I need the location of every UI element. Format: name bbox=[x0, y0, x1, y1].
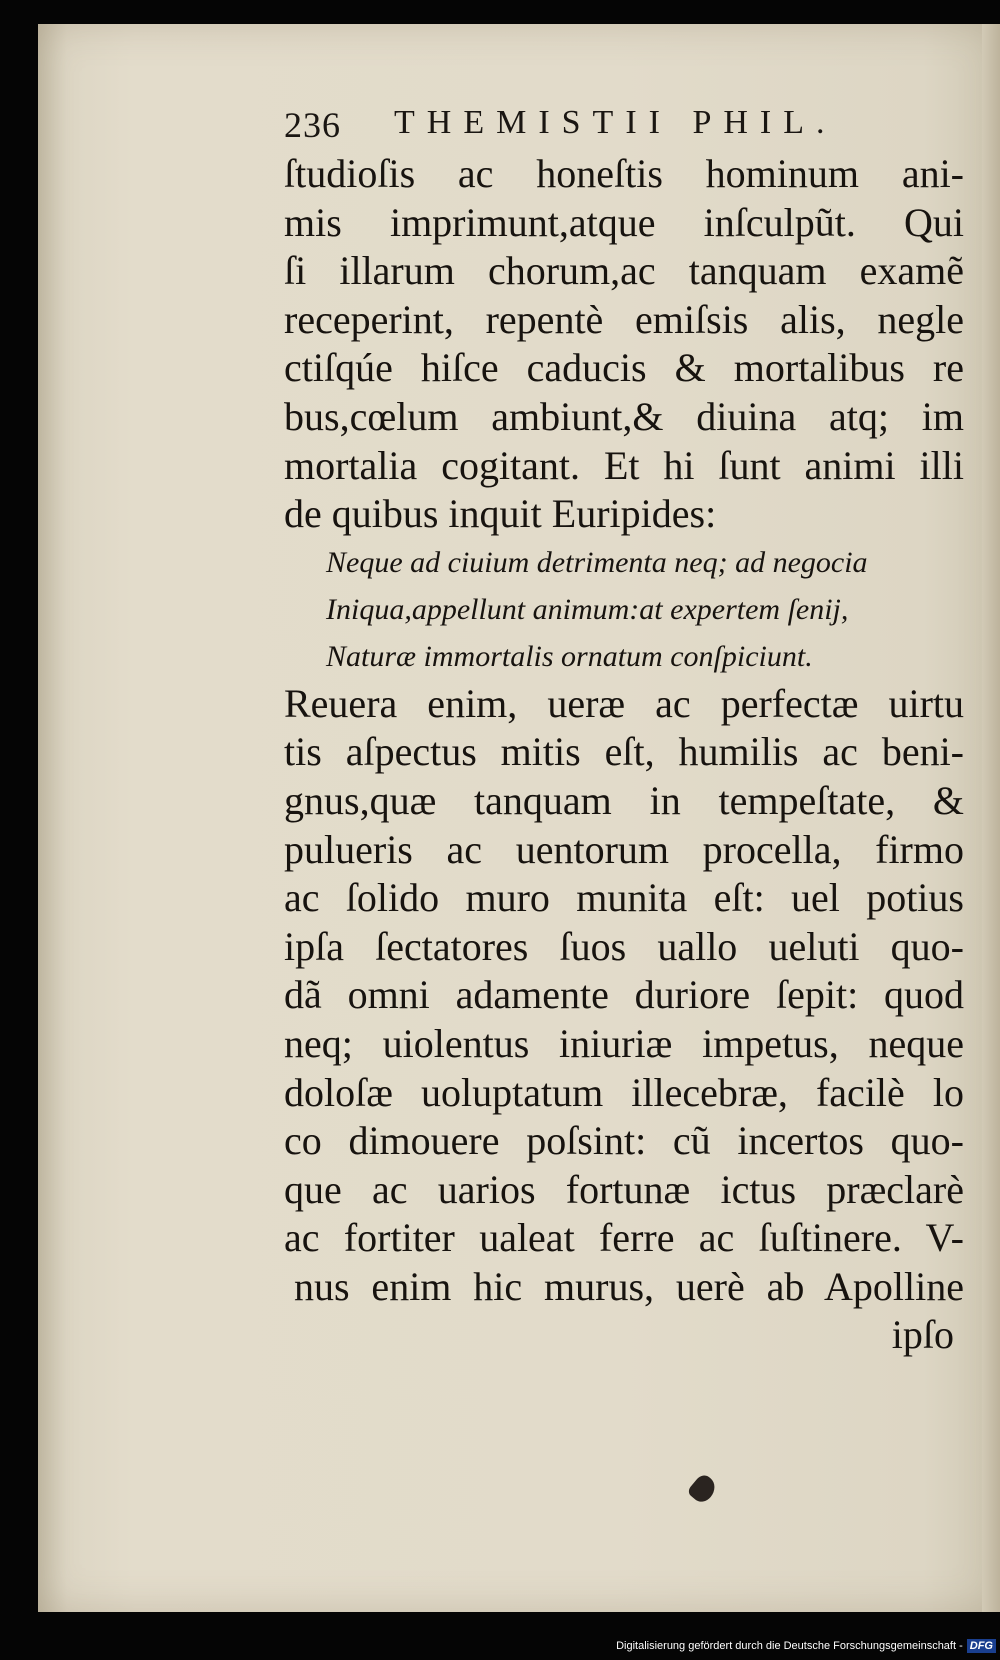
footer-credit: Digitalisierung gefördert durch die Deutsche Forschungsgemeinschaft - bbox=[616, 1640, 963, 1652]
catchword: ipſo bbox=[891, 1312, 954, 1358]
text-line: co dimouere poſsint: cũ incertos quo- bbox=[284, 1118, 964, 1164]
dfg-logo-icon: DFG bbox=[967, 1639, 996, 1653]
running-head: THEMISTII PHIL. bbox=[394, 104, 837, 141]
text-line: dã omni adamente duriore ſepit: quod bbox=[284, 972, 964, 1018]
text-line: pulueris ac uentorum procella, firmo bbox=[284, 826, 964, 872]
text-line: tis aſpectus mitis eſt, humilis ac beni- bbox=[284, 729, 964, 775]
text-line: neq; uiolentus iniuriæ impetus, neque bbox=[284, 1020, 964, 1066]
text-line: Reuera enim, ueræ ac perfectæ uirtu bbox=[284, 680, 964, 726]
text-line: gnus,quæ tanquam in tempeſtate, & bbox=[284, 777, 964, 823]
text-line: receperint, repentè emiſsis alis, negle bbox=[284, 296, 964, 342]
text-line: que ac uarios fortunæ ictus præclarè bbox=[284, 1166, 964, 1212]
text-line: ctiſqúe hiſce caducis & mortalibus re bbox=[284, 345, 964, 391]
text-line: bus,cœlum ambiunt,& diuina atq; im bbox=[284, 393, 964, 439]
text-line: doloſæ uoluptatum illecebræ, facilè lo bbox=[284, 1069, 964, 1115]
text-line: de quibus inquit Euripides: bbox=[284, 491, 717, 537]
text-line: nus enim hic murus, uerè ab Apolline bbox=[294, 1263, 964, 1309]
text-line: mis imprimunt,atque inſculpũt. Qui bbox=[284, 199, 964, 245]
text-line: ac ſolido muro munita eſt: uel potius bbox=[284, 875, 964, 921]
verse-line: Naturæ immortalis ornatum conſpiciunt. bbox=[326, 639, 813, 673]
digitization-footer bbox=[616, 1636, 996, 1656]
text-line: ſtudioſis ac honeſtis hominum ani- bbox=[284, 151, 964, 196]
body-text bbox=[284, 150, 964, 1360]
text-line: ac fortiter ualeat ferre ac ſuſtinere. V- bbox=[284, 1215, 964, 1261]
text-line: ſi illarum chorum,ac tanquam examẽ bbox=[284, 248, 964, 294]
text-line: ipſa ſectatores ſuos uallo ueluti quo- bbox=[284, 923, 964, 969]
verse-line: Iniqua,appellunt animum:at expertem ſenij, bbox=[326, 592, 849, 626]
page-header bbox=[284, 104, 884, 154]
page-edge-right bbox=[982, 24, 1000, 1612]
verse-line: Neque ad ciuium detrimenta neq; ad negocia bbox=[326, 545, 868, 579]
text-line: mortalia cogitant. Et hi ſunt animi illi bbox=[284, 442, 964, 488]
page-number: 236 bbox=[284, 105, 341, 145]
